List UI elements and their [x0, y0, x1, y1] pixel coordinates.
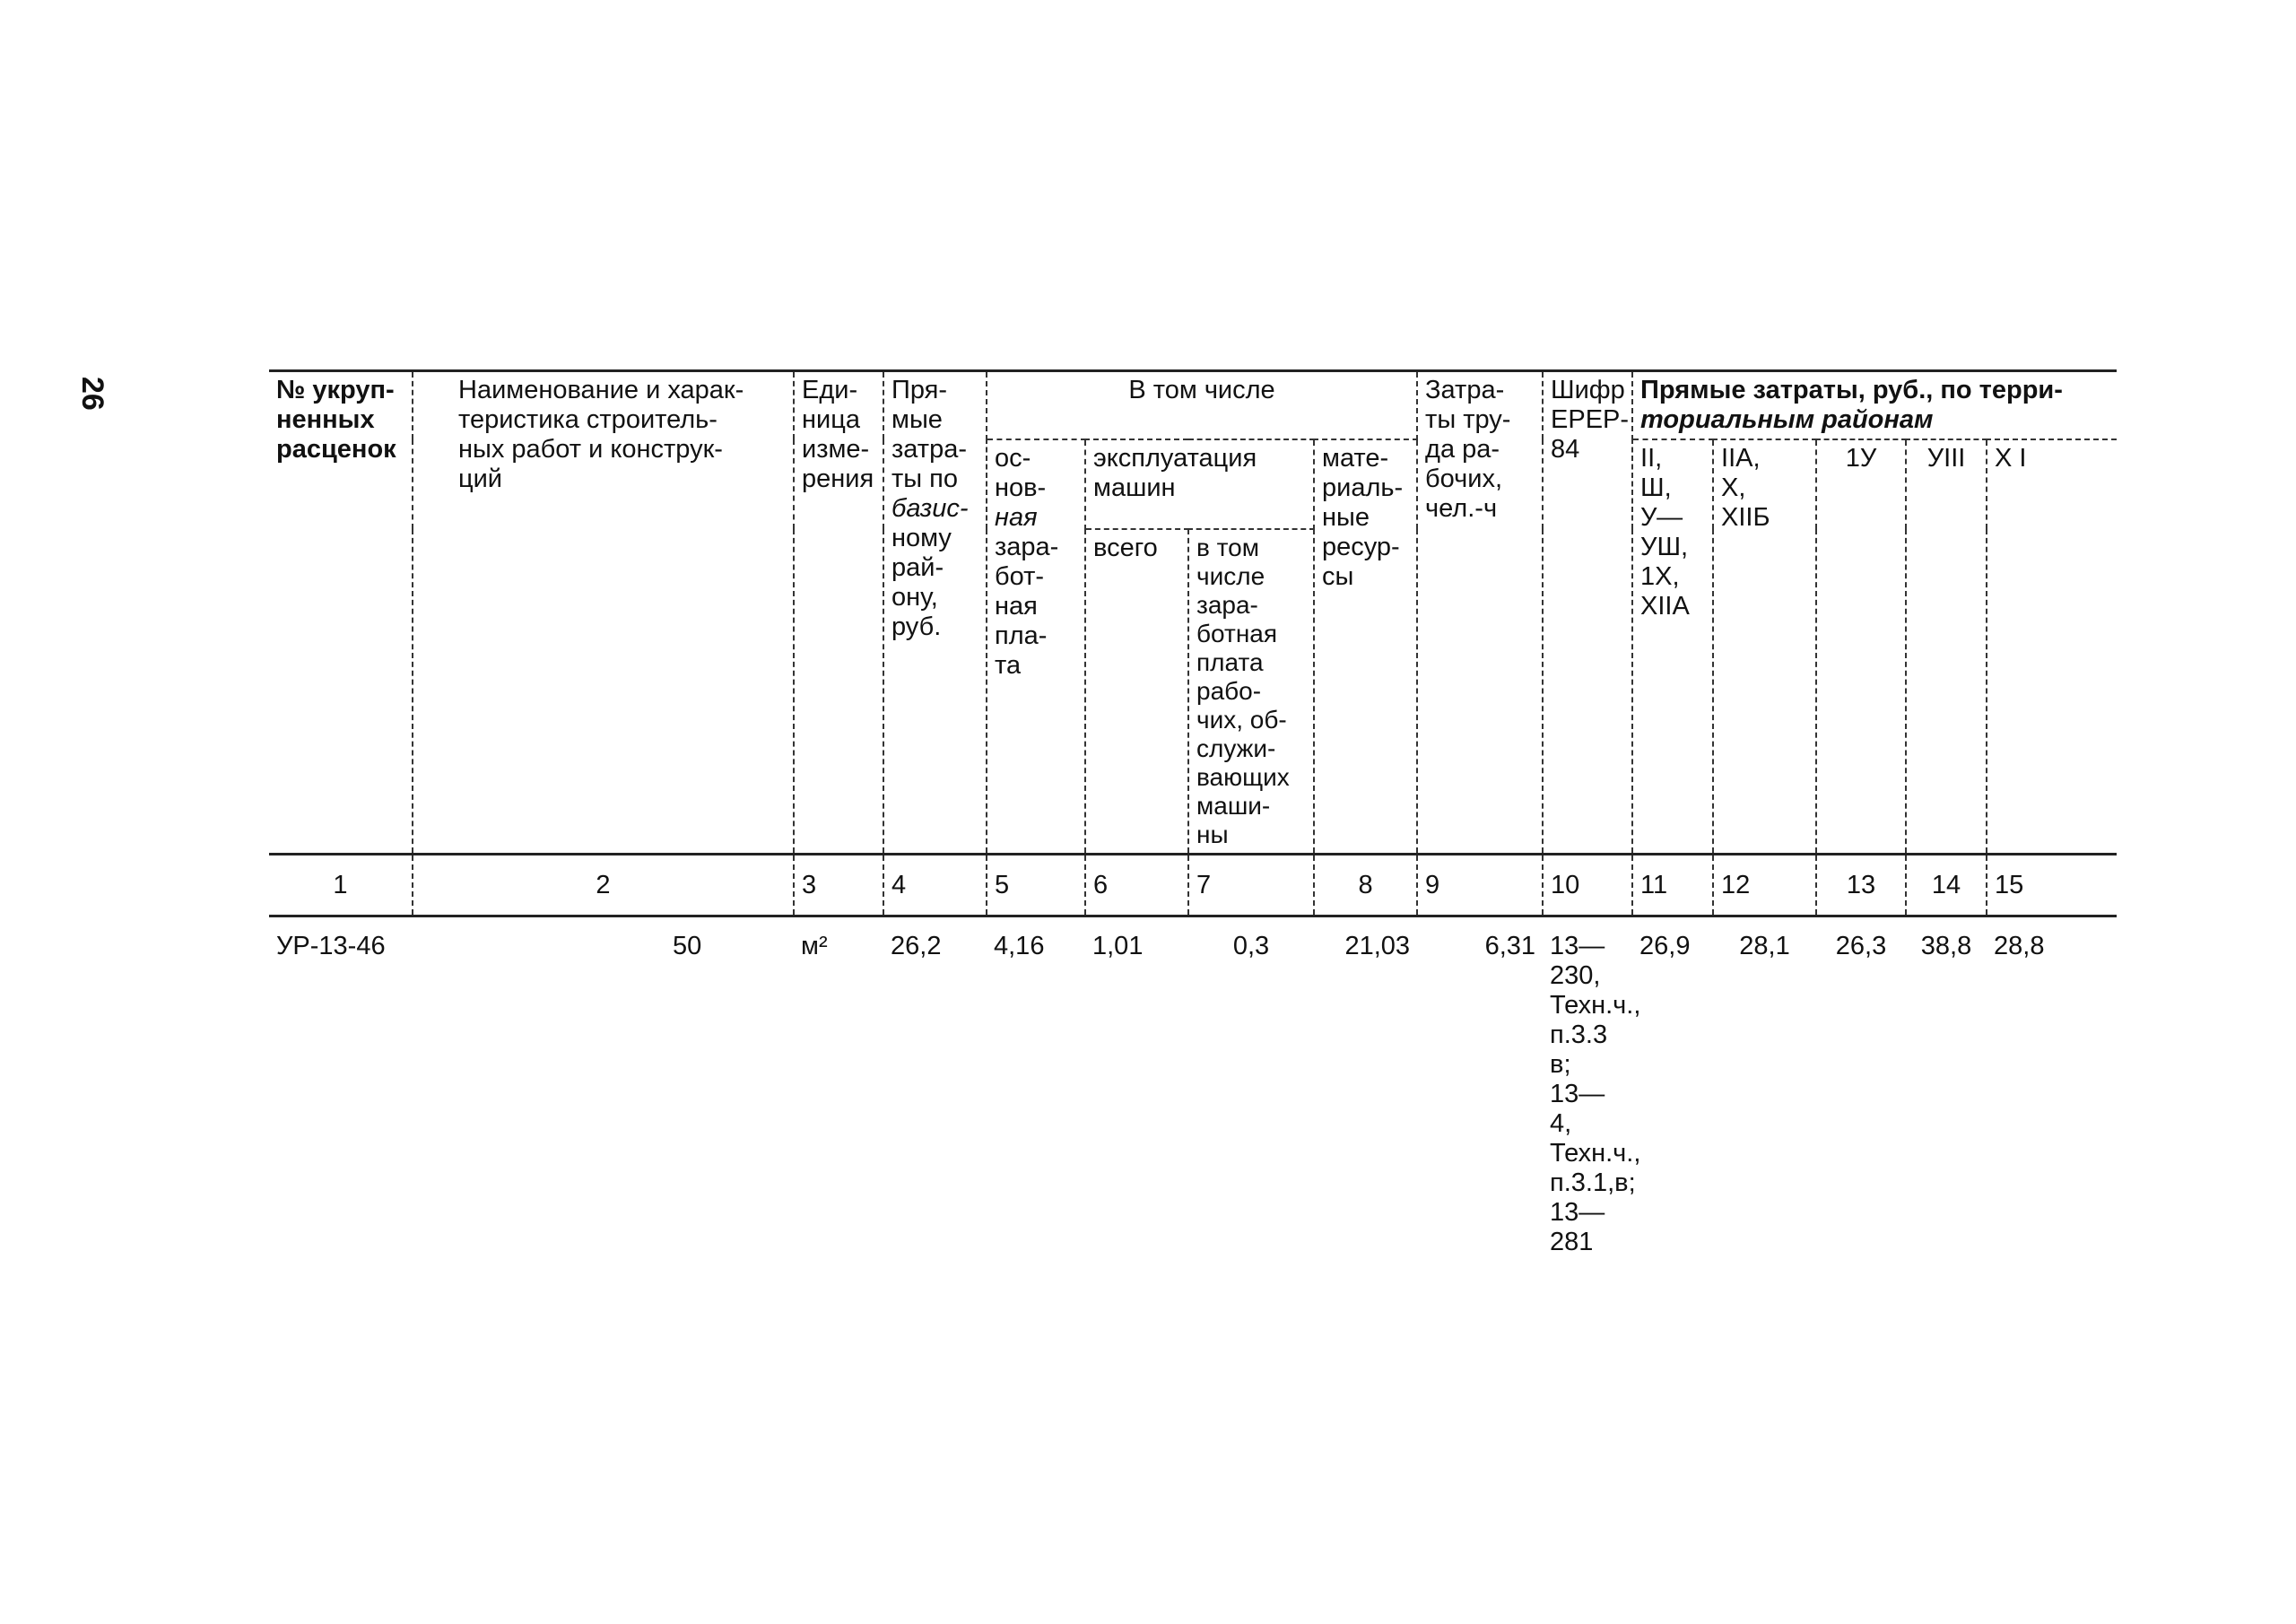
cell-r11: 26,9	[1639, 932, 1691, 960]
header-group: В том числе	[987, 371, 1417, 440]
cell-base-wage: 4,16	[994, 932, 1045, 960]
column-number: 4	[883, 855, 987, 916]
header-cell: Х I	[1987, 439, 2117, 855]
column-number: 1	[269, 855, 413, 916]
header-text: ному рай- ону, руб.	[891, 524, 952, 641]
header-cell: УIII	[1906, 439, 1987, 855]
header-cell	[883, 371, 987, 855]
header-cell: в том числе зара- ботная плата рабо- чих, об- служи- вающих маши- ны	[1188, 529, 1314, 855]
column-number: 6	[1085, 855, 1188, 916]
header-cell: № укруп- ненных расценок	[269, 371, 413, 855]
header-cell: Еди- ница изме- рения	[794, 371, 883, 855]
column-number: 7	[1188, 855, 1314, 916]
header-cell: Затра- ты тру- да ра- бочих, чел.-ч	[1417, 371, 1543, 855]
cell-r12: 28,1	[1739, 932, 1790, 960]
header-cell: 1У	[1816, 439, 1906, 855]
header-text: ос- нов-	[995, 444, 1047, 502]
header-cell: Наименование и харак- теристика строитель- ных работ и конструк- ций	[413, 371, 794, 855]
cell-code: УР-13-46	[276, 932, 386, 960]
cell-materials: 21,03	[1344, 932, 1411, 960]
cell-r13: 26,3	[1835, 932, 1887, 960]
price-table	[269, 369, 2117, 1261]
table-row	[269, 916, 2117, 1262]
cell-machines-wage: 0,3	[1232, 932, 1270, 960]
cell-cipher: 13—230, Техн.ч., п.3.3 в; 13—4, Техн.ч., п.3.1,в; 13—281	[1550, 932, 1641, 1256]
column-number: 12	[1713, 855, 1816, 916]
header-text: базис-	[891, 494, 969, 523]
column-number: 9	[1417, 855, 1543, 916]
column-number: 10	[1543, 855, 1632, 916]
header-text: зара- бот- ная пла- та	[995, 533, 1059, 680]
cell-r15: 28,8	[1994, 932, 2045, 960]
header-cell: IIА, Х, ХIIБ	[1713, 439, 1816, 855]
header-cell	[987, 439, 1085, 855]
column-number: 3	[794, 855, 883, 916]
cell-name: 50	[673, 932, 702, 960]
header-text: Пря- мые затра- ты по	[891, 376, 967, 493]
column-number: 14	[1906, 855, 1987, 916]
column-number: 5	[987, 855, 1085, 916]
cell-direct-cost: 26,2	[891, 932, 942, 960]
column-number: 8	[1314, 855, 1417, 916]
header-text: ториальным районам	[1640, 405, 1934, 434]
column-number: 13	[1816, 855, 1906, 916]
header-cell: всего	[1085, 529, 1188, 855]
cell-labor: 6,31	[1484, 932, 1536, 960]
cell-r14: 38,8	[1920, 932, 1972, 960]
header-group	[1632, 371, 2117, 440]
page-number: 26	[75, 377, 109, 411]
column-number: 11	[1632, 855, 1713, 916]
header-cell: II, Ш, У— УШ, 1Х, ХIIА	[1632, 439, 1713, 855]
header-cell: мате- риаль- ные ресур- сы	[1314, 439, 1417, 855]
header-text: Прямые затраты, руб., по терри-	[1640, 376, 2063, 404]
header-group: эксплуатация машин	[1085, 439, 1314, 529]
column-number: 2	[413, 855, 794, 916]
cell-unit: м²	[801, 932, 828, 960]
header-cell: Шифр ЕРЕР- 84	[1543, 371, 1632, 855]
column-number: 15	[1987, 855, 2117, 916]
header-text: ная	[995, 503, 1038, 532]
cell-machines-total: 1,01	[1092, 932, 1144, 960]
